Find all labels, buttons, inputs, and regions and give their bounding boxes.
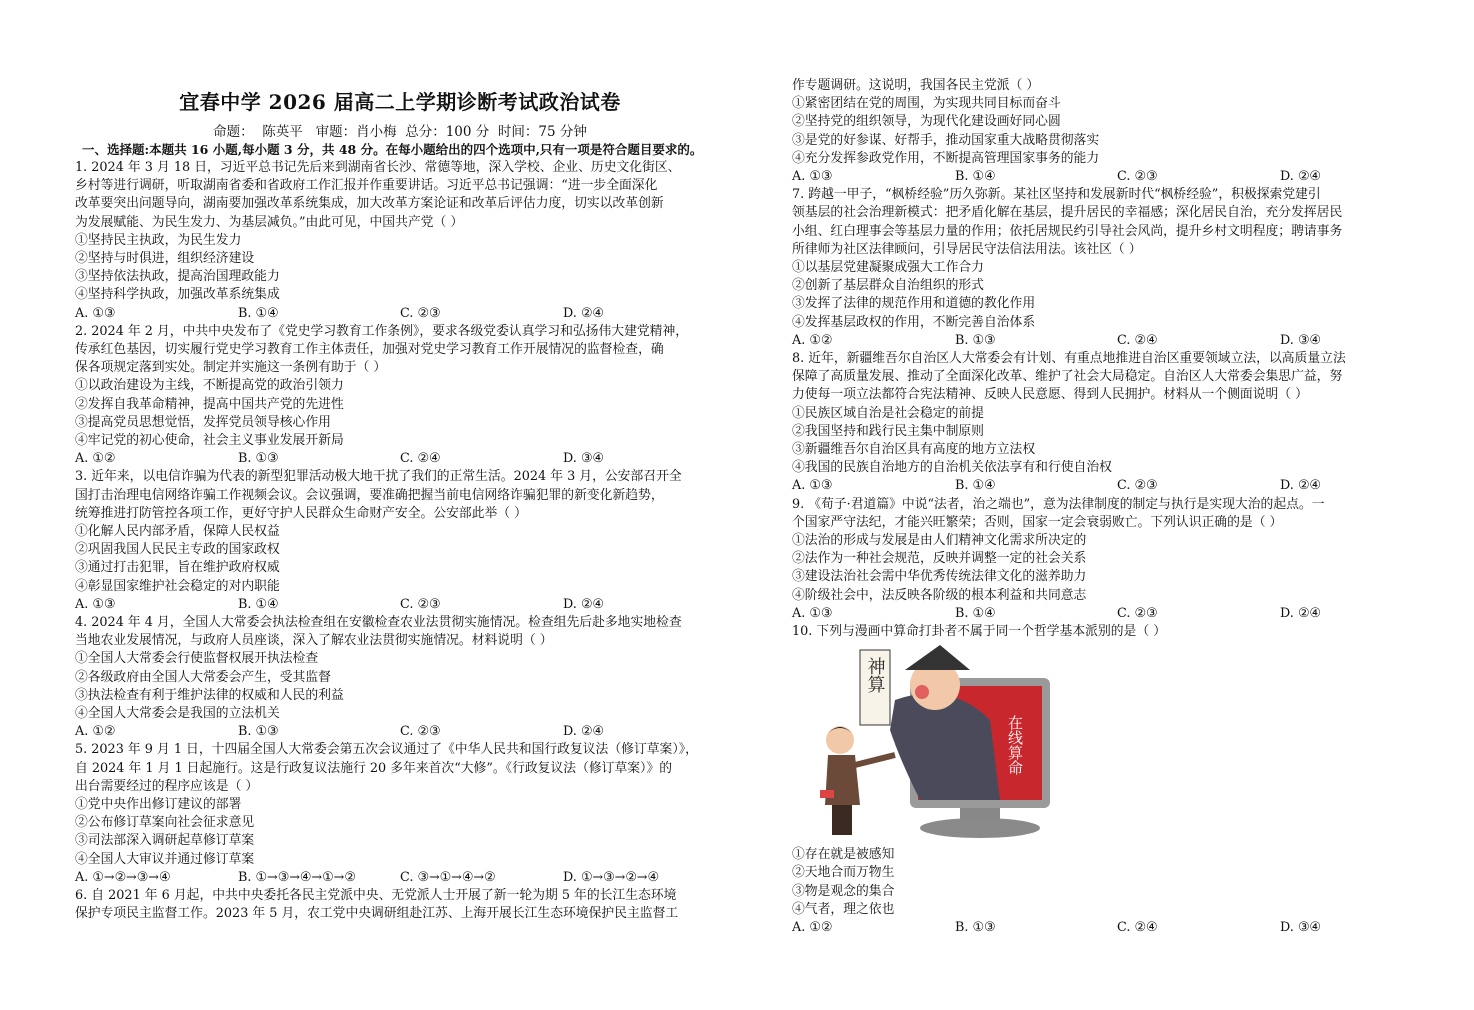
woman-head <box>826 726 854 754</box>
money-note <box>820 790 834 798</box>
option-b[interactable]: B. ①④ <box>238 596 279 612</box>
q3-options <box>75 596 695 614</box>
q4-line: ④全国人大常委会是我国的立法机关 <box>75 706 280 721</box>
q4-options <box>75 723 695 741</box>
option-d[interactable]: D. ③④ <box>1280 920 1321 935</box>
fortune-teller-cheek <box>915 685 929 699</box>
q3-line: ④彰显国家维护社会稳定的对内职能 <box>75 578 280 594</box>
q3-line: ③通过打击犯罪，旨在维护政府权威 <box>75 560 280 576</box>
option-c[interactable]: C. ②④ <box>400 451 441 467</box>
option-b[interactable]: B. ①④ <box>238 305 279 321</box>
q3-line: 3. 近年来，以电信诈骗为代表的新型犯罪活动极大地干扰了我们的正常生活。2024 年 3 月，公安部召开全 <box>75 469 682 485</box>
q1-line: ①坚持民主执政，为民生发力 <box>75 232 242 248</box>
q1-line: ③坚持依法执政，提高治国理政能力 <box>75 269 280 285</box>
banner-text: 神算 <box>864 657 886 693</box>
option-d[interactable]: D. ②④ <box>563 596 604 612</box>
q2-line: 保各项规定落到实处。制定并实施这一条例有助于（ ） <box>75 360 387 376</box>
option-a[interactable]: A. ①② <box>792 920 833 935</box>
option-a[interactable]: A. ①③ <box>75 305 116 321</box>
page-title: 宜春中学 2026 届高二上学期诊断考试政治试卷 <box>179 90 621 114</box>
option-c[interactable]: C. ②③ <box>400 724 441 740</box>
q8-line: 保障了高质量发展、推动了全面深化改革、维护了社会大局稳定。自治区人大常委会集思广益，努 <box>792 369 1343 385</box>
q6b-line: ②坚持党的组织领导，为现代化建设画好同心圆 <box>792 114 1061 130</box>
q4-line: ②各级政府由全国人大常委会产生，受其监督 <box>75 669 331 685</box>
option-d[interactable]: D. ②④ <box>563 724 604 740</box>
q9-line: ③建设法治社会需中华优秀传统法律文化的滋养助力 <box>792 569 1087 585</box>
q7-options <box>792 332 1412 350</box>
option-c[interactable]: C. ③→①→④→② <box>400 869 496 885</box>
q10-line: 10. 下列与漫画中算命打卦者不属于同一个哲学基本派别的是（ ） <box>792 624 1167 639</box>
q9-line: 9. 《荀子·君道篇》中说“法者，治之端也”，意为法律制度的制定与执行是实现大治的起点。一 <box>792 496 1325 512</box>
q2-options <box>75 450 695 468</box>
q7-line: ①以基层党建凝聚成强大工作合力 <box>792 260 984 275</box>
option-d[interactable]: D. ②④ <box>1280 169 1321 184</box>
q8-line: ②我国坚持和践行民主集中制原则 <box>792 423 984 439</box>
q5-line: 5. 2023 年 9 月 1 日，十四届全国人大常委会第五次会议通过了《中华人民共和国行政复议法（修订草案）》， <box>75 742 698 758</box>
option-b[interactable]: B. ①③ <box>238 451 279 467</box>
option-a[interactable]: A. ①② <box>75 724 116 740</box>
exam-meta: 命题： 陈英平 审题：肖小梅 总分：100 分 时间：75 分钟 <box>213 124 587 140</box>
q9-line: ④阶级社会中，法反映各阶级的根本利益和共同意志 <box>792 587 1087 603</box>
q3-line: ②巩固我国人民民主专政的国家政权 <box>75 542 280 558</box>
q6b-line: 作专题调研。这说明，我国各民主党派（ ） <box>792 78 1040 93</box>
q7-line: 小组、红白理事会等基层力量的作用；依托居规民约引导社会风尚，提升乡村文明程度；聘请事务 <box>792 223 1343 239</box>
option-a[interactable]: A. ①→②→③→④ <box>75 869 171 885</box>
monitor-base <box>920 818 1040 838</box>
q1-line: ②坚持与时俱进，组织经济建设 <box>75 251 255 266</box>
q7-line: 7. 跨越一甲子，“枫桥经验”历久弥新。某社区坚持和发展新时代“枫桥经验”，积极探索党建引 <box>792 187 1321 203</box>
option-a[interactable]: A. ①③ <box>792 605 833 621</box>
section-heading: 一、选择题:本题共 16 小题,每小题 3 分，共 48 分。在每小题给出的四个选项中,只有一项是符合题目要求的。 <box>82 142 703 157</box>
q7-line: 所律师为社区法律顾问，引导居民守法信法用法。该社区（ ） <box>792 241 1142 257</box>
option-d[interactable]: D. ②④ <box>1280 605 1321 621</box>
fortune-teller-cartoon <box>800 640 1060 845</box>
q1-line: 改革要突出问题导向，湖南要加强改革系统集成，加大改革方案论证和改革后评估力度，切实以改革创新 <box>75 196 664 212</box>
q9-line: 个国家严守法纪，才能兴旺繁荣；否则，国家一定会衰弱败亡。下列认识正确的是（ ） <box>792 514 1283 530</box>
option-a[interactable]: A. ①② <box>75 451 116 467</box>
option-d[interactable]: D. ②④ <box>1280 478 1321 494</box>
option-d[interactable]: D. ①→③→②→④ <box>563 869 659 885</box>
option-b[interactable]: B. ①④ <box>955 478 996 494</box>
q6-line: 保护专项民主监督工作。2023 年 5 月，农工党中央调研组赴江苏、上海开展长江生态环境保护民主监督工 <box>75 906 679 922</box>
fortune-teller-hat <box>905 645 970 670</box>
q8-line: 力使每一项立法都符合宪法精神、反映人民意愿、得到人民拥护。材料从一个侧面说明（ ） <box>792 387 1308 403</box>
q3-line: ①化解人民内部矛盾，保障人民权益 <box>75 524 280 539</box>
woman-arm <box>855 755 895 765</box>
q5-options <box>75 869 695 887</box>
option-c[interactable]: C. ②④ <box>1117 332 1158 348</box>
q5-line: ④全国人大审议并通过修订草案 <box>75 851 255 867</box>
q6-line: 6. 自 2021 年 6 月起，中共中央委托各民主党派中央、无党派人士开展了新一轮为期 5 年的长江生态环境 <box>75 888 677 903</box>
q3-line: 统筹推进打防管控各项工作，更好守护人民群众生命财产安全。公安部此举（ ） <box>75 505 527 521</box>
option-b[interactable]: B. ①③ <box>238 724 279 740</box>
q8-line: ④我国的民族自治地方的自治机关依法享有和行使自治权 <box>792 460 1112 476</box>
q10b-line: ③物是观念的集合 <box>792 883 895 899</box>
option-c[interactable]: C. ②③ <box>400 305 441 321</box>
q5-line: ②公布修订草案向社会征求意见 <box>75 815 255 831</box>
q1-line: 为发展赋能、为民生发力、为基层减负。”由此可见，中国共产党（ ） <box>75 214 464 230</box>
q8-options <box>792 477 1412 495</box>
option-a[interactable]: A. ①② <box>792 332 833 348</box>
q10b-line: ④气者，理之依也 <box>792 901 895 917</box>
option-b[interactable]: B. ①③ <box>955 332 996 348</box>
q3-line: 国打击治理电信网络诈骗工作视频会议。会议强调，要准确把握当前电信网络诈骗犯罪的新变化新趋势， <box>75 487 664 503</box>
q2-line: ②发挥自我革命精神，提高中国共产党的先进性 <box>75 396 344 412</box>
option-c[interactable]: C. ②③ <box>1117 478 1158 494</box>
q9-line: ①法治的形成与发展是由人们精神文化需求所决定的 <box>792 533 1087 548</box>
screen-text: 在线算命 <box>1006 715 1024 775</box>
q7-line: ②创新了基层群众自治组织的形式 <box>792 278 984 294</box>
option-c[interactable]: C. ②③ <box>1117 605 1158 621</box>
q2-line: ①以政治建设为主线，不断提高党的政治引领力 <box>75 378 344 394</box>
q4-line: 当地农业发展情况，与政府人员座谈，深入了解农业法贯彻实施情况。材料说明（ ） <box>75 633 553 649</box>
q10b-line: ①存在就是被感知 <box>792 847 895 863</box>
q9-line: ②法作为一种社会规范，反映并调整一定的社会关系 <box>792 551 1087 567</box>
q7-line: 领基层的社会治理新模式：把矛盾化解在基层，提升居民的幸福感；深化居民自治，充分发挥居民 <box>792 205 1343 221</box>
option-b[interactable]: B. ①④ <box>955 169 996 184</box>
q4-line: ①全国人大常委会行使监督权展开执法检查 <box>75 651 319 667</box>
q1-options <box>75 305 695 323</box>
q2-line: ③提高党员思想觉悟，发挥党员领导核心作用 <box>75 414 331 430</box>
option-d[interactable]: D. ③④ <box>1280 332 1321 348</box>
q5-line: ①党中央作出修订建议的部署 <box>75 797 242 812</box>
q4-line: ③执法检查有利于维护法律的权威和人民的利益 <box>75 687 344 703</box>
q7-line: ③发挥了法律的规范作用和道德的教化作用 <box>792 296 1036 312</box>
q7-line: ④发挥基层政权的作用，不断完善自治体系 <box>792 314 1036 330</box>
q10b-line: ②天地合而万物生 <box>792 865 895 881</box>
q2-line: 2. 2024 年 2 月，中共中央发布了《党史学习教育工作条例》，要求各级党委认真学习和弘扬伟大建党精神， <box>75 323 689 339</box>
option-b[interactable]: B. ①③ <box>955 920 996 935</box>
q8-line: ①民族区域自治是社会稳定的前提 <box>792 405 984 421</box>
option-c[interactable]: C. ②③ <box>400 596 441 612</box>
option-c[interactable]: C. ②③ <box>1117 169 1158 184</box>
woman-legs <box>832 805 852 835</box>
option-d[interactable]: D. ③④ <box>563 451 604 467</box>
option-b[interactable]: B. ①→③→④→①→② <box>238 869 356 885</box>
q5-line: 出台需要经过的程序应该是（ ） <box>75 778 259 794</box>
q5-line: 自 2024 年 1 月 1 日起施行。这是行政复议法施行 20 多年来首次“大修”。《行政复议法（修订草案）》的 <box>75 760 673 776</box>
q10b-options <box>792 919 1412 937</box>
q1-line: 1. 2024 年 3 月 18 日，习近平总书记先后来到湖南省长沙、常德等地，深入学校、企业、历史文化街区、 <box>75 160 681 175</box>
option-d[interactable]: D. ②④ <box>563 305 604 321</box>
q6b-line: ③是党的好参谋、好帮手，推动国家重大战略贯彻落实 <box>792 132 1100 148</box>
q6b-line: ①紧密团结在党的周围，为实现共同目标而奋斗 <box>792 96 1061 112</box>
q2-line: ④牢记党的初心使命，社会主义事业发展开新局 <box>75 433 344 448</box>
q6b-line: ④充分发挥参政党作用，不断提高管理国家事务的能力 <box>792 150 1100 166</box>
option-b[interactable]: B. ①④ <box>955 605 996 621</box>
q8-line: 8. 近年，新疆维吾尔自治区人大常委会有计划、有重点地推进自治区重要领域立法，以高质量立法 <box>792 351 1346 366</box>
q8-line: ③新疆维吾尔自治区具有高度的地方立法权 <box>792 442 1036 457</box>
option-a[interactable]: A. ①③ <box>792 169 833 184</box>
q1-line: ④坚持科学执政，加强改革系统集成 <box>75 287 280 303</box>
q2-line: 传承红色基因，切实履行党史学习教育工作主体责任，加强对党史学习教育工作开展情况的监督检查，确 <box>75 342 664 357</box>
q1-line: 乡村等进行调研，听取湖南省委和省政府工作汇报并作重要讲话。习近平总书记强调：“进一步全面深化 <box>75 178 658 194</box>
q4-line: 4. 2024 年 4 月，全国人大常委会执法检查组在安徽检查农业法贯彻实施情况。检查组先后赴多地实地检查 <box>75 615 682 630</box>
option-a[interactable]: A. ①③ <box>75 596 116 612</box>
q5-line: ③司法部深入调研起草修订草案 <box>75 833 255 849</box>
option-a[interactable]: A. ①③ <box>792 478 833 494</box>
q9-options <box>792 605 1412 623</box>
q6b-options <box>792 168 1412 186</box>
option-c[interactable]: C. ②④ <box>1117 920 1158 935</box>
